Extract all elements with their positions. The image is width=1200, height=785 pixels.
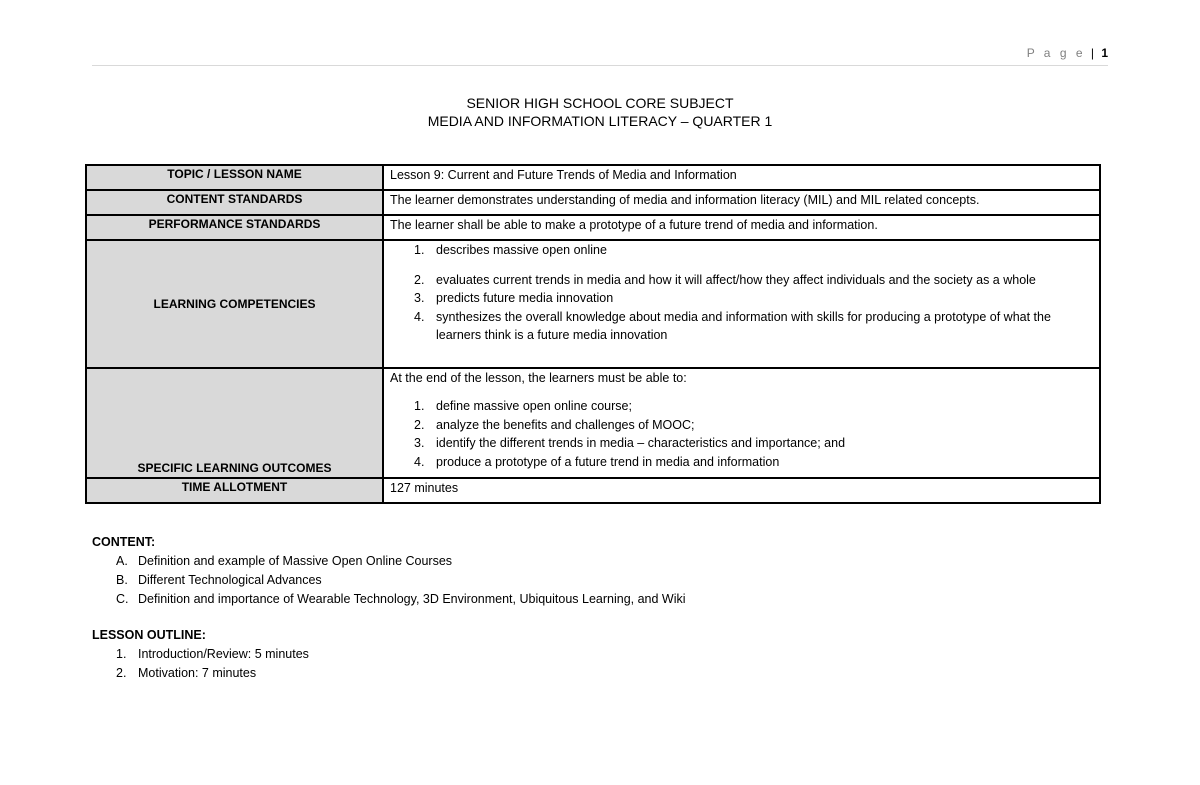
table-row-content-standards bbox=[86, 190, 1100, 215]
page-number: 1 bbox=[1101, 46, 1108, 60]
lesson-table bbox=[85, 164, 1101, 504]
list-item: 1. Introduction/Review: 5 minutes bbox=[116, 647, 309, 661]
list-item: 2. analyze the benefits and challenges of MOOC; bbox=[414, 417, 695, 432]
list-item: 3. identify the different trends in media – characteristics and importance; and bbox=[414, 436, 846, 450]
time-allotment-value: 127 minutes bbox=[383, 478, 1100, 503]
list-item: 1. define massive open online course; bbox=[414, 399, 632, 413]
content-section bbox=[92, 533, 686, 609]
content-standards-label: CONTENT STANDARDS bbox=[86, 190, 383, 215]
title-line-1: SENIOR HIGH SCHOOL CORE SUBJECT bbox=[466, 95, 734, 111]
list-item: 1. describes massive open online bbox=[414, 243, 607, 257]
page-header bbox=[92, 46, 1108, 66]
list-item: 2. evaluates current trends in media and how it will affect/how they affect individuals and the society as a whole bbox=[414, 272, 1036, 287]
content-heading: CONTENT: bbox=[92, 535, 156, 549]
outcomes-intro: At the end of the lesson, the learners must be able to: bbox=[390, 371, 687, 385]
table-row-learning-competencies bbox=[86, 240, 1100, 368]
list-item: C. Definition and importance of Wearable Technology, 3D Environment, Ubiquitous Learning, and Wiki bbox=[116, 592, 686, 606]
lesson-outline-list bbox=[92, 645, 309, 683]
topic-label: TOPIC / LESSON NAME bbox=[86, 165, 383, 190]
lesson-outline-section bbox=[92, 626, 309, 683]
list-item: B. Different Technological Advances bbox=[116, 573, 322, 587]
content-list bbox=[92, 552, 686, 609]
table-row-performance-standards bbox=[86, 215, 1100, 240]
performance-standards-label: PERFORMANCE STANDARDS bbox=[86, 215, 383, 240]
title-line-2: MEDIA AND INFORMATION LITERACY – QUARTER 1 bbox=[427, 113, 773, 129]
list-item: A. Definition and example of Massive Open Online Courses bbox=[116, 554, 453, 568]
content-standards-value: The learner demonstrates understanding of media and information literacy (MIL) and MIL related concepts. bbox=[383, 190, 1100, 215]
page-label: P a g e bbox=[1026, 46, 1086, 60]
competencies-list bbox=[390, 241, 1093, 345]
specific-outcomes-value bbox=[383, 368, 1100, 478]
document-title bbox=[0, 94, 1200, 130]
learning-competencies-value bbox=[383, 240, 1100, 368]
table-row-specific-outcomes bbox=[86, 368, 1100, 478]
specific-outcomes-label: SPECIFIC LEARNING OUTCOMES bbox=[86, 368, 383, 478]
time-allotment-label: TIME ALLOTMENT bbox=[86, 478, 383, 503]
list-item: 3. predicts future media innovation bbox=[414, 291, 614, 305]
page-separator: | bbox=[1090, 46, 1094, 60]
lesson-outline-heading: LESSON OUTLINE: bbox=[92, 628, 206, 642]
topic-value: Lesson 9: Current and Future Trends of Media and Information bbox=[383, 165, 1100, 190]
table-row-time-allotment bbox=[86, 478, 1100, 503]
outcomes-list bbox=[390, 397, 1093, 471]
list-item: 4. synthesizes the overall knowledge about media and information with skills for producing a prototype of what the learners think is a future media innovation bbox=[414, 309, 1051, 342]
list-item: 2. Motivation: 7 minutes bbox=[116, 666, 257, 680]
performance-standards-value: The learner shall be able to make a prototype of a future trend of media and information. bbox=[383, 215, 1100, 240]
learning-competencies-label: LEARNING COMPETENCIES bbox=[86, 240, 383, 368]
list-item: 4. produce a prototype of a future trend in media and information bbox=[414, 454, 780, 469]
table-row-topic bbox=[86, 165, 1100, 190]
